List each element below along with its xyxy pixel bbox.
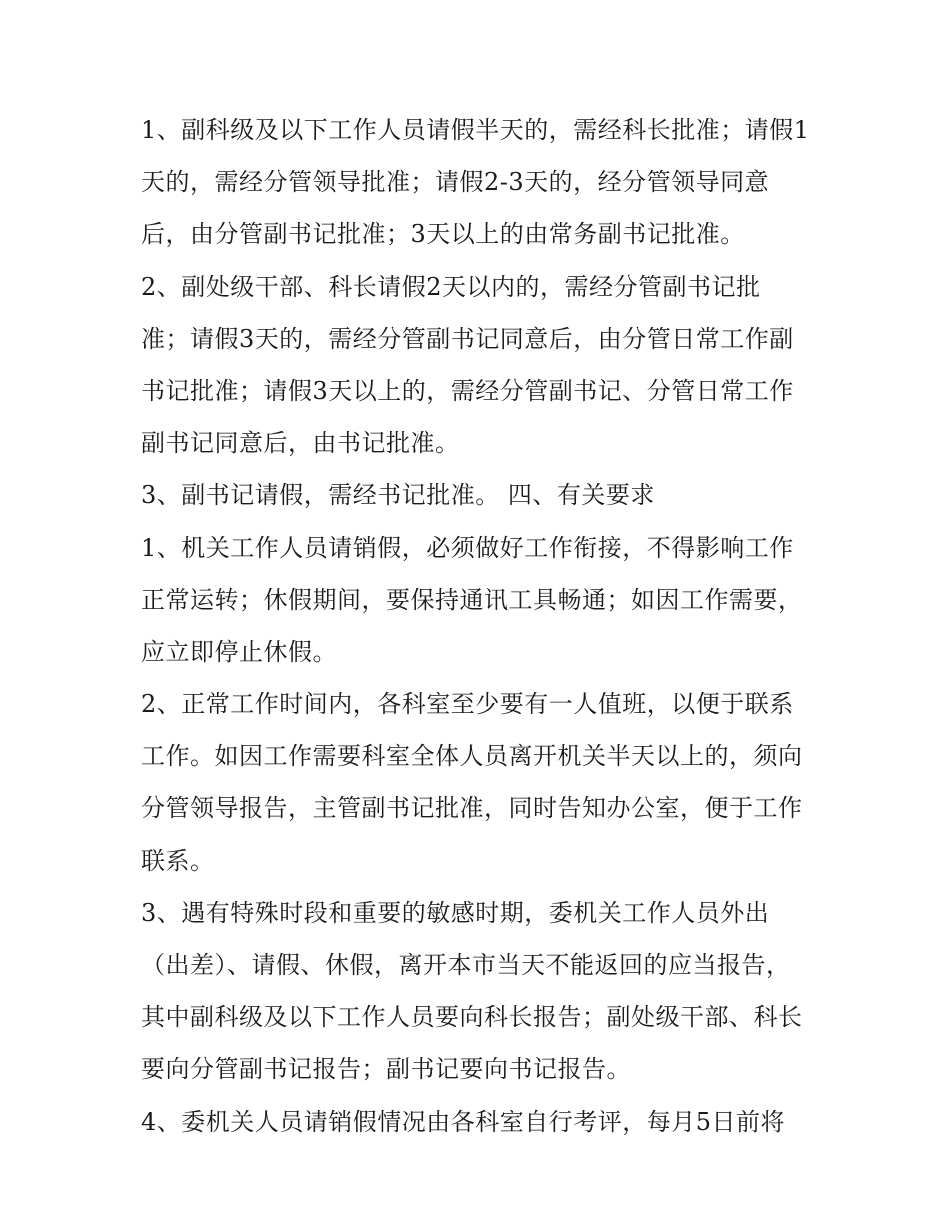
text-line: 书记批准；请假3天以上的，需经分管副书记、分管日常工作 (141, 376, 794, 405)
text-line: 准；请假3天的，需经分管副书记同意后，由分管日常工作副 (141, 324, 794, 353)
text-line: 天的，需经分管领导批准；请假2-3天的，经分管领导同意 (141, 168, 770, 197)
text-line: 3、副书记请假，需经书记批准。 四、有关要求 (141, 481, 655, 510)
text-line: 正常运转；休假期间，要保持通讯工具畅通；如因工作需要， (141, 585, 803, 614)
text-line: 分管领导报告，主管副书记批准，同时告知办公室，便于工作 (141, 794, 803, 823)
text-line: （出差）、请假、休假，离开本市当天不能返回的应当报告， (141, 951, 791, 979)
text-line: 2、正常工作时间内，各科室至少要有一人值班，以便于联系 (141, 690, 794, 719)
text-line: 应立即停止休假。 (141, 637, 337, 666)
text-line: 3、遇有特殊时段和重要的敏感时期，委机关工作人员外出 (141, 898, 770, 927)
text-line: 其中副科级及以下工作人员要向科长报告；副处级干部、科长 (141, 1003, 803, 1032)
text-line: 后，由分管副书记批准；3天以上的由常务副书记批准。 (141, 220, 745, 249)
text-line: 1、副科级及以下工作人员请假半天的，需经科长批准；请假1 (141, 116, 810, 144)
text-line: 1、机关工作人员请销假，必须做好工作衔接，不得影响工作 (141, 533, 794, 562)
text-line: 副书记同意后，由书记批准。 (141, 429, 460, 458)
text-line: 工作。如因工作需要科室全体人员离开机关半天以上的，须向 (141, 742, 803, 771)
text-line: 4、委机关人员请销假情况由各科室自行考评，每月5日前将 (141, 1107, 786, 1136)
document-body (141, 104, 813, 1148)
text-line: 要向分管副书记报告；副书记要向书记报告。 (141, 1055, 631, 1084)
text-line: 联系。 (141, 846, 215, 875)
text-line: 2、副处级干部、科长请假2天以内的，需经分管副书记批 (141, 272, 761, 301)
